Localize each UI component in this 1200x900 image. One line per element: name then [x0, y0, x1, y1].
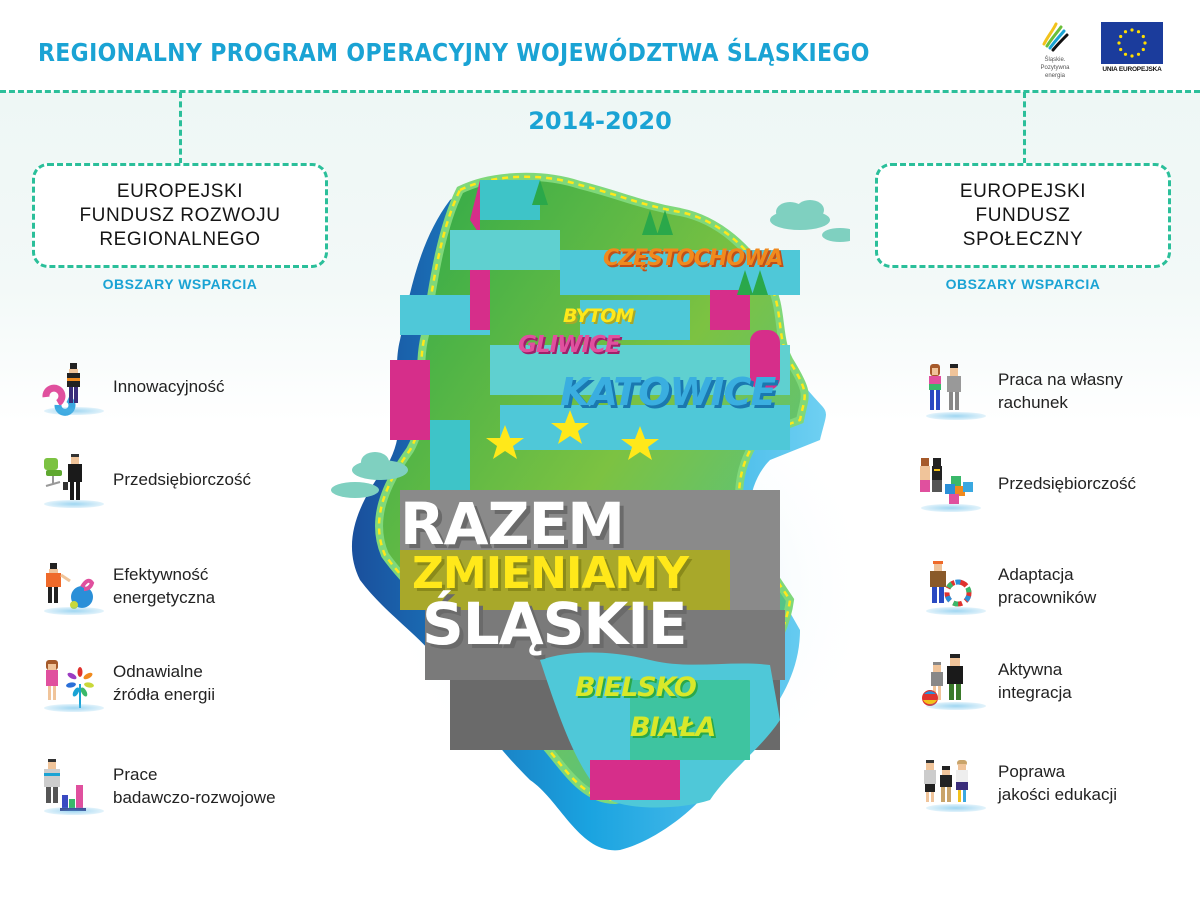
- support-area-label: Efektywność energetyczna: [113, 565, 216, 607]
- support-area-item: [38, 448, 251, 510]
- support-area-item: [915, 452, 1136, 514]
- support-area-label: Praca na własny rachunek: [998, 370, 1123, 412]
- renewable-energy-icon: [38, 652, 108, 714]
- energy-efficiency-icon: [38, 555, 108, 617]
- silesia-map-illustration: [330, 160, 850, 860]
- support-area-label: Prace badawczo-rozwojowe: [113, 765, 276, 807]
- support-area-item: [38, 555, 215, 617]
- worker-adaptation-icon: [920, 555, 990, 617]
- self-employment-icon: [920, 360, 990, 422]
- support-area-item: [38, 355, 225, 417]
- program-years: 2014-2020: [528, 107, 672, 135]
- support-area-label: Przedsiębiorczość: [998, 473, 1136, 493]
- city-gliwice: GLIWICE: [518, 332, 620, 358]
- support-area-label: Innowacyjność: [113, 376, 225, 396]
- slogan-slaskie: ŚLĄSKIE: [422, 590, 687, 658]
- active-integration-icon: [920, 650, 990, 712]
- slogan-zmieniamy: ZMIENIAMY: [412, 548, 689, 599]
- slaskie-logo: [1030, 18, 1090, 79]
- slogan-razem: RAZEM: [400, 490, 624, 558]
- fund-title-line: FUNDUSZ: [975, 204, 1071, 226]
- innovation-icon: [38, 355, 108, 417]
- slaskie-logo-line2: Pozytywna energia: [1040, 65, 1070, 79]
- city-katowice: KATOWICE: [560, 370, 776, 414]
- support-area-label: Adaptacja pracowników: [998, 565, 1097, 607]
- city-czestochowa: CZĘSTOCHOWA: [603, 246, 783, 271]
- research-development-icon: [38, 755, 108, 817]
- support-area-label: Poprawa jakości edukacji: [998, 762, 1118, 804]
- erdf-fund-box: [32, 163, 328, 268]
- esf-fund-box: [875, 163, 1171, 268]
- eu-logo: [1101, 22, 1163, 72]
- education-quality-icon: [920, 752, 990, 814]
- support-area-label: Przedsiębiorczość: [113, 469, 251, 489]
- support-area-item: [38, 652, 215, 714]
- entrepreneurship-blocks-icon: [915, 452, 985, 514]
- fund-title-line: SPOŁECZNY: [962, 228, 1084, 250]
- support-area-label: Aktywna integracja: [998, 660, 1072, 702]
- city-biala: BIAŁA: [630, 712, 716, 743]
- support-area-item: [920, 650, 1072, 712]
- esf-support-label: OBSZARY WSPARCIA: [945, 276, 1101, 292]
- support-area-label: Odnawialne źródła energii: [113, 662, 216, 704]
- entrepreneurship-icon: [38, 448, 108, 510]
- fund-title-line: EUROPEJSKI: [959, 180, 1087, 202]
- fund-title-line: EUROPEJSKI: [116, 180, 244, 202]
- slaskie-logo-line1: Śląskie.: [1044, 57, 1066, 63]
- city-bielsko: BIELSKO: [575, 672, 696, 703]
- slaskie-waves-icon: [1030, 18, 1080, 56]
- erdf-support-label: OBSZARY WSPARCIA: [102, 276, 258, 292]
- page-title: REGIONALNY PROGRAM OPERACYJNY WOJEWÓDZTWA ŚLĄSKIEGO: [38, 38, 870, 67]
- support-area-item: [920, 555, 1096, 617]
- eu-logo-label: UNIA EUROPEJSKA: [1102, 66, 1162, 73]
- city-bytom: BYTOM: [563, 305, 634, 327]
- support-area-item: [920, 360, 1123, 422]
- support-area-item: [920, 752, 1117, 814]
- support-area-item: [38, 755, 276, 817]
- eu-flag-icon: [1101, 22, 1163, 64]
- fund-title-line: REGIONALNEGO: [99, 228, 261, 250]
- fund-title-line: FUNDUSZ ROZWOJU: [79, 204, 281, 226]
